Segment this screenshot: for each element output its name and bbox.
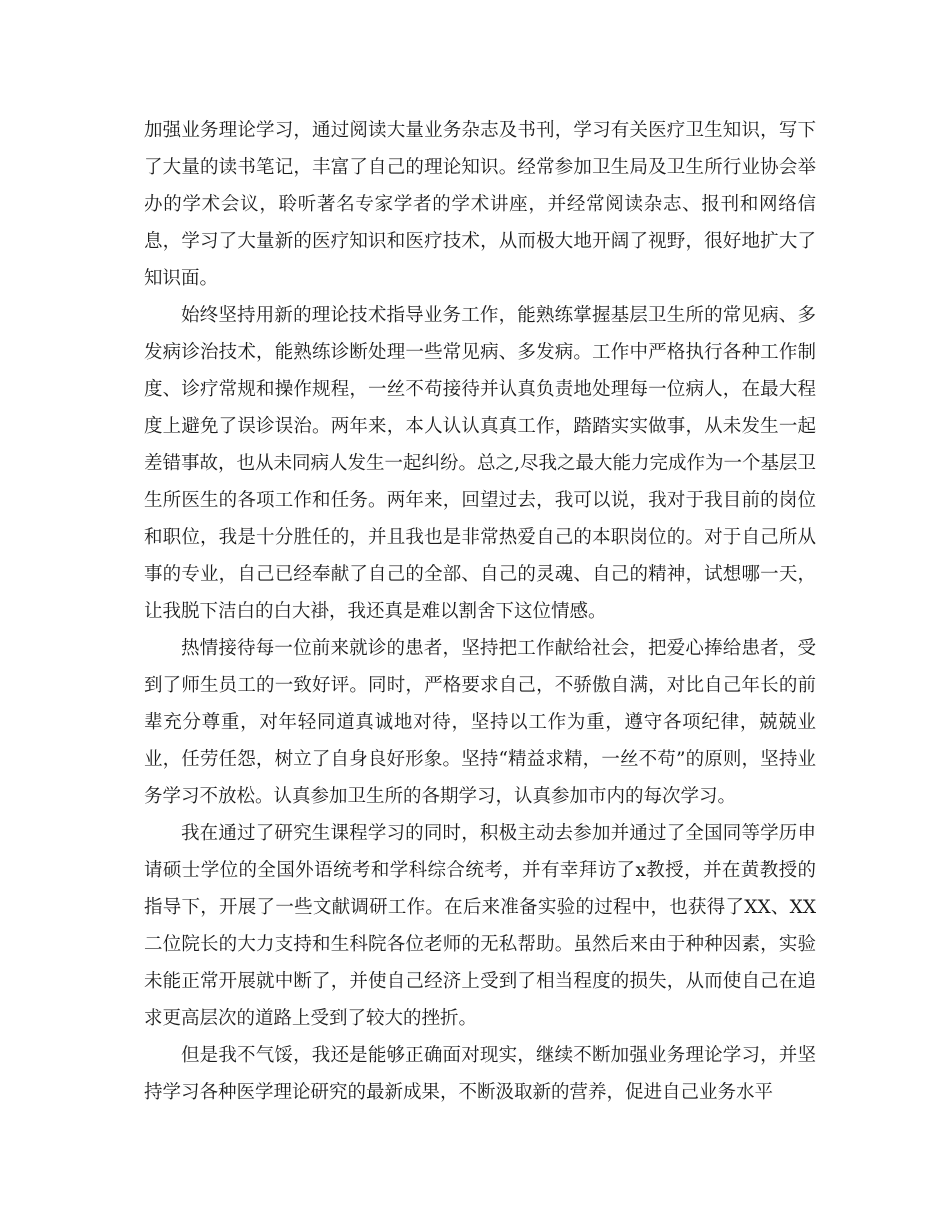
paragraph-2: 始终坚持用新的理论技术指导业务工作，能熟练掌握基层卫生所的常见病、多发病诊治技术，能熟练诊断处理一些常见病、多发病。工作中严格执行各种工作制度、诊疗常规和操作规程，一丝不苟接待并认真负责地处理每一位病人，在最大程度上避免了误诊误治。两年来，本人认认真真工作，踏踏实实做事，从未发生一起差错事故，也从未同病人发生一起纠纷。总之,尽我之最大能力完成作为一个基层卫生所医生的各项工作和任务。两年来，回望过去，我可以说，我对于我目前的岗位和职位，我是十分胜任的，并且我也是非常热爱自己的本职岗位的。对于自己所从事的专业，自己已经奉献了自己的全部、自己的灵魂、自己的精神，试想哪一天，让我脱下洁白的白大褂，我还真是难以割舍下这位情感。 xyxy=(144,305,816,622)
paragraph-1: 加强业务理论学习，通过阅读大量业务杂志及书刊，学习有关医疗卫生知识，写下了大量的读书笔记，丰富了自己的理论知识。经常参加卫生局及卫生所行业协会举办的学术会议，聆听著名专家学者的学术讲座，并经常阅读杂志、报刊和网络信息，学习了大量新的医疗知识和医疗技术，从而极大地开阔了视野，很好地扩大了知识面。 xyxy=(144,120,816,289)
paragraph-3: 热情接待每一位前来就诊的患者，坚持把工作献给社会，把爱心捧给患者，受到了师生员工的一致好评。同时，严格要求自己，不骄傲自满，对比自己年长的前辈充分尊重，对年轻同道真诚地对待，坚持以工作为重，遵守各项纪律，兢兢业业，任劳任怨，树立了自身良好形象。坚持“精益求精，一丝不苟”的原则，坚持业务学习不放松。认真参加卫生所的各期学习，认真参加市内的每次学习。 xyxy=(144,638,816,807)
paragraph-5: 但是我不气馁，我还是能够正确面对现实，继续不断加强业务理论学习，并坚持学习各种医学理论研究的最新成果，不断汲取新的营养，促进自己业务水平 xyxy=(144,1045,816,1103)
paragraph-4: 我在通过了研究生课程学习的同时，积极主动去参加并通过了全国同等学历申请硕士学位的全国外语统考和学科综合统考，并有幸拜访了x教授，并在黄教授的指导下，开展了一些文献调研工作。在后来准备实验的过程中，也获得了XX、XX二位院长的大力支持和生科院各位老师的无私帮助。虽然后来由于种种因素，实验未能正常开展就中断了，并使自己经济上受到了相当程度的损失，从而使自己在追求更高层次的道路上受到了较大的挫折。 xyxy=(144,823,816,1029)
document-body xyxy=(144,112,816,1111)
